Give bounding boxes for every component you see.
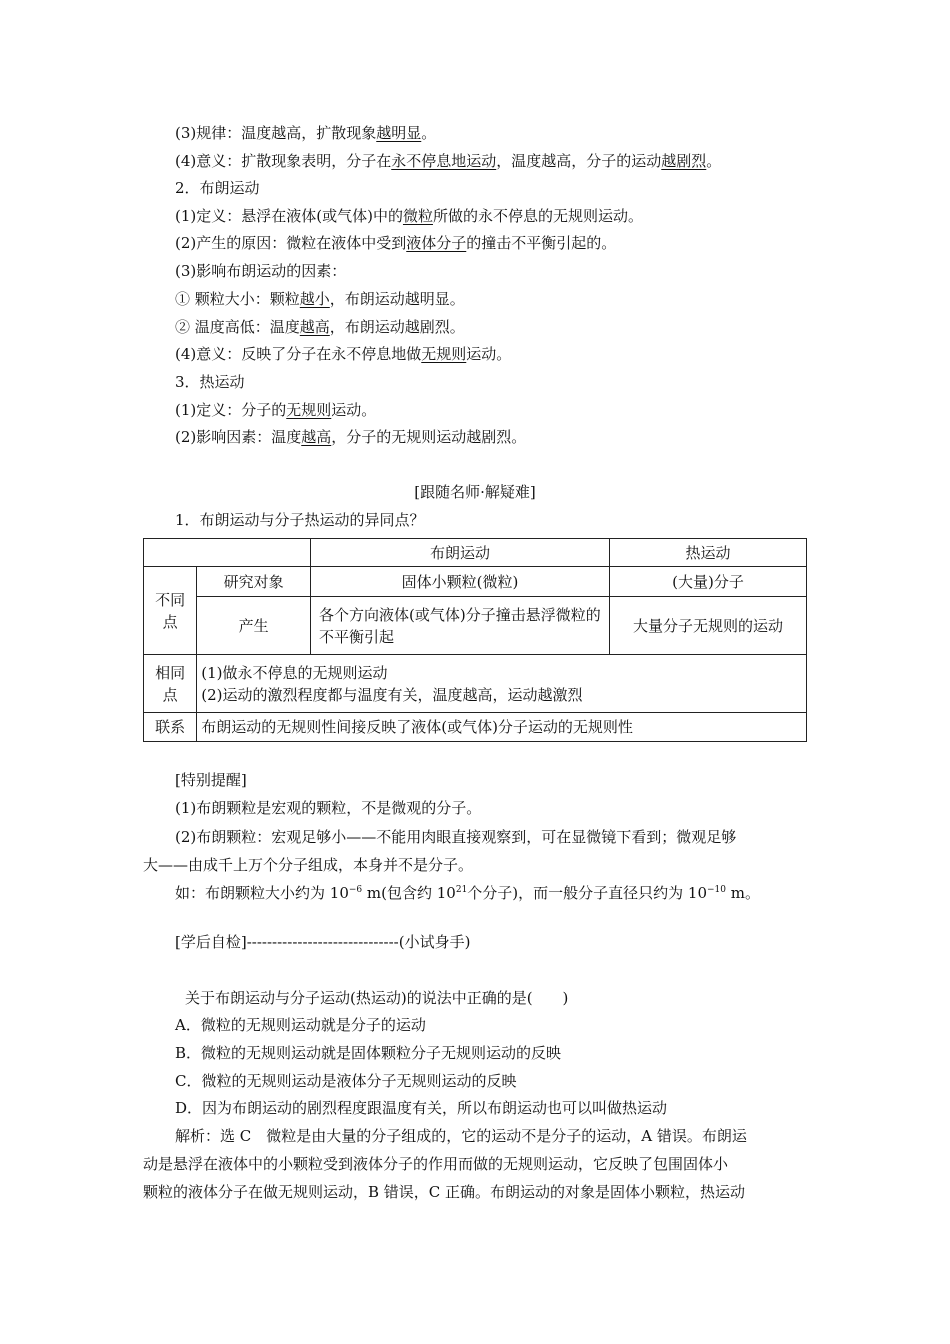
text: 如：布朗颗粒大小约为 10 [175,884,349,902]
exponent: −10 [707,885,727,895]
answer-underline: 微粒 [402,207,433,225]
text: m。 [726,884,761,902]
answer-underline: 无规则 [421,345,467,363]
same-point-2: (2)运动的激烈程度都与温度有关，温度越高，运动越激烈 [201,685,583,704]
option-d: D．因为布朗运动的剧烈程度跟温度有关，所以布朗运动也可以叫做热运动 [175,1099,668,1117]
analysis-line-1: 解析：选 C 微粒是由大量的分子组成的，它的运动不是分子的运动，A 错误。布朗运 [175,1127,747,1145]
text: (1)定义：悬浮在液体(或气体)中的 [175,207,403,225]
brownian-meaning [175,343,511,365]
exponent: 21 [455,885,468,895]
thermal-heading: 3．热运动 [175,373,245,391]
text: 的撞击不平衡引起的。 [466,234,617,252]
thermal-factor [175,426,526,448]
same-content [197,655,807,713]
answer-underline: 越剧烈 [661,152,707,170]
diffusion-meaning [175,150,721,172]
object-thermal: (大量)分子 [610,567,807,597]
text: ② 温度高低：温度 [175,318,300,336]
factor-size [175,288,465,310]
diff-label: 不同点 [144,567,197,655]
link-text: 布朗运动的无规则性间接反映了液体(或气体)分子运动的无规则性 [197,713,807,742]
row-object-label: 研究对象 [197,567,311,597]
link-label: 联系 [144,713,197,742]
table-row [144,597,807,655]
answer-underline: 越小 [299,290,330,308]
exponent: −6 [348,885,363,895]
answer-underline: 越高 [301,428,332,446]
table-header-row [144,539,807,567]
option-a: A．微粒的无规则运动就是分子的运动 [175,1016,426,1034]
table-row [144,655,807,713]
thermal-definition [175,399,376,421]
text: 。 [706,152,722,170]
header-brownian: 布朗运动 [311,539,610,567]
text: 个分子)，而一般分子直径只约为 10 [467,884,708,902]
text: ，布朗运动越剧烈。 [329,318,465,336]
reminder-example [175,882,760,904]
reminder-point-2b: 大——由成千上万个分子组成，本身并不是分子。 [143,856,474,874]
comparison-table [143,538,807,742]
header-thermal: 热运动 [610,539,807,567]
same-point-1: (1)做永不停息的无规则运动 [201,663,388,682]
answer-underline: 越明显 [376,124,422,142]
cause-brownian: 各个方向液体(或气体)分子撞击悬浮微粒的不平衡引起 [311,597,610,655]
text: (2)影响因素：温度 [175,428,302,446]
answer-underline: 越高 [299,318,330,336]
answer-underline: 液体分子 [406,234,467,252]
text: 。 [421,124,437,142]
option-b: B．微粒的无规则运动就是固体颗粒分子无规则运动的反映 [175,1044,562,1062]
text: 所做的永不停息的无规则运动。 [432,207,643,225]
question-1: 1．布朗运动与分子热运动的异同点？ [175,511,425,529]
analysis-line-2: 动是悬浮在液体中的小颗粒受到液体分子的作用而做的无规则运动，它反映了包围固体小 [143,1155,729,1173]
text: (2)产生的原因：微粒在液体中受到 [175,234,407,252]
text: (3)规律：温度越高，扩散现象 [175,124,377,142]
text: m(包含约 10 [362,884,456,902]
reminder-point-2a: (2)布朗颗粒：宏观足够小——不能用肉眼直接观察到，可在显微镜下看到；微观足够 [175,828,737,846]
reminder-title: [特别提醒] [175,771,247,789]
brownian-cause [175,232,616,254]
answer-underline: 无规则 [286,401,332,419]
brownian-definition [175,205,643,227]
table-corner [144,539,311,567]
text: (4)意义：扩散现象表明，分子在 [175,152,392,170]
cause-thermal: 大量分子无规则的运动 [610,597,807,655]
reminder-point-1: (1)布朗颗粒是宏观的颗粒，不是微观的分子。 [175,799,482,817]
text: ① 颗粒大小：颗粒 [175,290,300,308]
selfcheck-header: [学后自检]------------------------------(小试身手) [175,933,471,951]
object-brownian: 固体小颗粒(微粒) [311,567,610,597]
option-c: C．微粒的无规则运动是液体分子无规则运动的反映 [175,1072,517,1090]
text: (4)意义：反映了分子在永不停息地做 [175,345,422,363]
analysis-line-3: 颗粒的液体分子在做无规则运动，B 错误，C 正确。布朗运动的对象是固体小颗粒，热运动 [143,1183,746,1201]
table-row [144,567,807,597]
text: ，分子的无规则运动越剧烈。 [331,428,527,446]
same-label: 相同点 [144,655,197,713]
brownian-factors: (3)影响布朗运动的因素： [175,262,347,280]
text: (1)定义：分子的 [175,401,287,419]
text: 运动。 [331,401,377,419]
brownian-heading: 2．布朗运动 [175,179,260,197]
text: ，温度越高，分子的运动 [496,152,662,170]
row-cause-label: 产生 [197,597,311,655]
text: ，布朗运动越明显。 [329,290,465,308]
factor-temperature [175,316,465,338]
table-row [144,713,807,742]
selfcheck-question: 关于布朗运动与分子运动(热运动)的说法中正确的是( ) [185,989,569,1007]
diffusion-law [175,122,436,144]
text: 运动。 [466,345,512,363]
answer-underline: 永不停息地运动 [391,152,497,170]
section-title: [跟随名师·解疑难] [414,483,536,501]
